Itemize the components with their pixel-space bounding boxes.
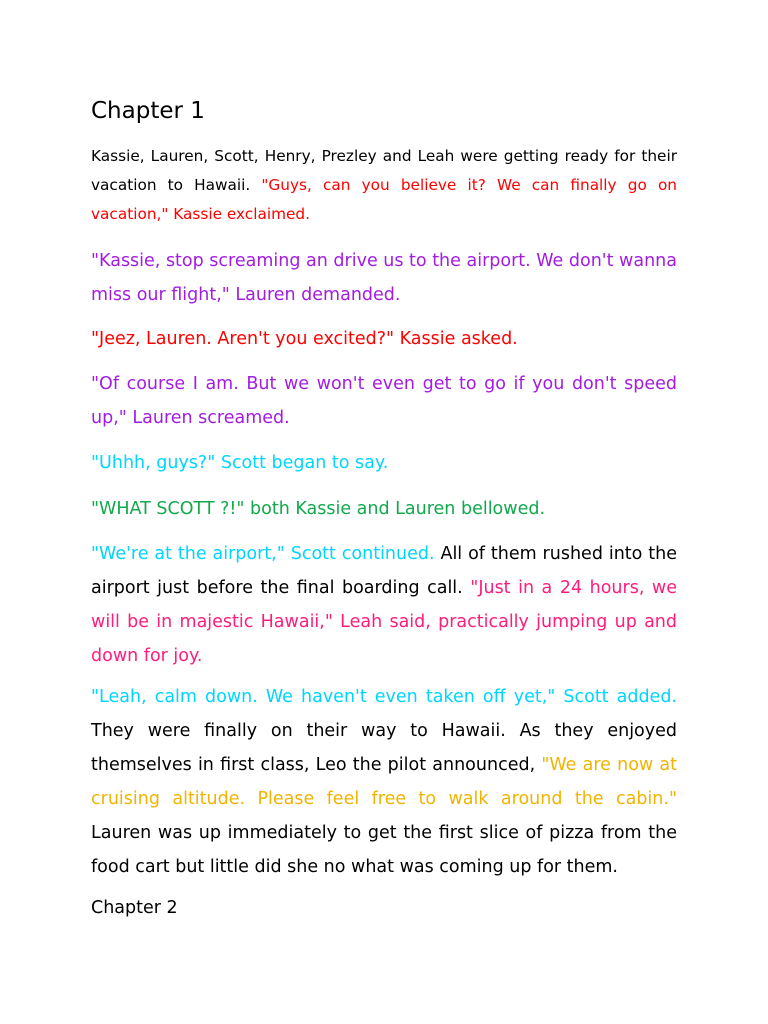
lauren-dialogue-paragraph: [91, 244, 677, 312]
shouted-dialogue: "WHAT SCOTT ?!" both Kassie and Lauren bellowed.: [91, 499, 546, 519]
takeoff-paragraph: [91, 680, 677, 884]
chapter-2-title: Chapter 2: [91, 898, 178, 918]
pilot-announcement: "We are now at cruising altitude. Please feel free to walk around the cabin.": [91, 755, 677, 809]
narration-text: Lauren was up immediately to get the first slice of pizza from the food cart but little did she no what was coming up for them.: [91, 823, 677, 877]
lauren-dialogue: "Of course I am. But we won't even get to go if you don't speed up," Lauren screamed.: [91, 374, 677, 428]
airport-paragraph: [91, 537, 677, 673]
opening-paragraph: [91, 142, 677, 229]
lauren-dialogue: "Kassie, stop screaming an drive us to the airport. We don't wanna miss our flight," Lauren demanded.: [91, 251, 677, 305]
narration-text: They were finally on their way to Hawaii. As they enjoyed themselves in first class, Leo the pilot announced,: [91, 721, 677, 775]
chapter-1-title: Chapter 1: [91, 98, 205, 124]
lauren-reply-paragraph: [91, 367, 677, 435]
leah-dialogue: "Just in a 24 hours, we will be in majestic Hawaii," Leah said, practically jumping up and down for joy.: [91, 578, 677, 666]
shouted-reply-paragraph: [91, 492, 677, 526]
narration-text: All of them rushed into the airport just before the final boarding call.: [91, 544, 677, 598]
narration-text: Kassie, Lauren, Scott, Henry, Prezley and Leah were getting ready for their vacation to Hawaii.: [91, 147, 677, 194]
kassie-dialogue: "Jeez, Lauren. Aren't you excited?" Kassie asked.: [91, 329, 518, 349]
scott-question-paragraph: [91, 446, 677, 480]
kassie-dialogue: "Guys, can you believe it? We can finally go on vacation," Kassie exclaimed.: [91, 176, 678, 223]
scott-dialogue: "Uhhh, guys?" Scott began to say.: [91, 453, 389, 473]
scott-dialogue: "We're at the airport," Scott continued.: [91, 544, 435, 564]
kassie-question-paragraph: [91, 322, 677, 356]
scott-dialogue: "Leah, calm down. We haven't even taken off yet," Scott added.: [91, 687, 677, 707]
